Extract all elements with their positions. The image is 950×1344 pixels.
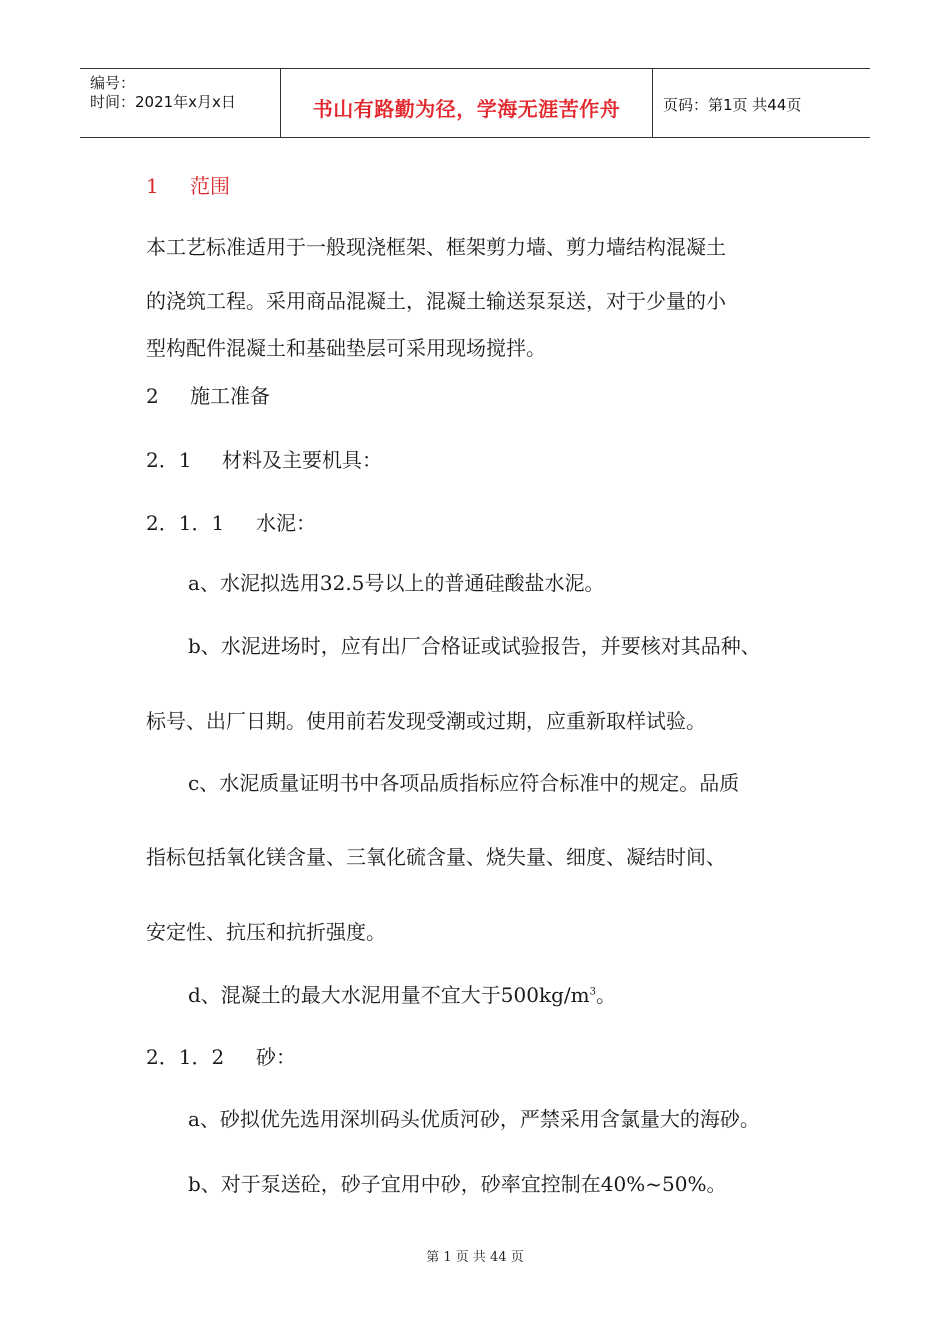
cement-item-c-line-3: 安定性、抗压和抗折强度。 <box>146 920 386 944</box>
document-time-label: 时间：2021年x月x日 <box>90 93 236 111</box>
cement-item-d <box>188 983 616 1007</box>
paragraph-1-line-2: 的浇筑工程。采用商品混凝土，混凝土输送泵泵送，对于少量的小 <box>146 289 726 313</box>
section-2-1-2-number: 2．1．2 <box>146 1045 225 1069</box>
header-motto: 书山有路勤为径，学海无涯苦作舟 <box>312 97 621 121</box>
section-2-1-2-title: 砂： <box>256 1045 296 1069</box>
sand-item-b: b、对于泵送砼，砂子宜用中砂，砂率宜控制在40%~50%。 <box>188 1172 727 1196</box>
document-number-label: 编号： <box>90 74 136 92</box>
paragraph-1-line-1: 本工艺标准适用于一般现浇框架、框架剪力墙、剪力墙结构混凝土 <box>146 235 726 259</box>
header-meta-cell <box>80 69 281 137</box>
cement-item-d-text: d、混凝土的最大水泥用量不宜大于500kg/m <box>188 983 590 1007</box>
section-2-number: 2 <box>146 384 159 408</box>
cement-item-a: a、水泥拟选用32.5号以上的普通硅酸盐水泥。 <box>188 571 605 595</box>
document-header <box>80 68 870 138</box>
cement-item-b-line-2: 标号、出厂日期。使用前若发现受潮或过期，应重新取样试验。 <box>146 709 706 733</box>
section-2-title: 施工准备 <box>190 384 270 408</box>
header-page-cell <box>653 69 870 137</box>
header-page-info: 页码：第1页 共44页 <box>663 96 802 114</box>
sand-item-a: a、砂拟优先选用深圳码头优质河砂，严禁采用含氯量大的海砂。 <box>188 1107 760 1131</box>
cement-item-c-line-2: 指标包括氧化镁含量、三氧化硫含量、烧失量、细度、凝结时间、 <box>146 845 726 869</box>
section-2-1-title: 材料及主要机具： <box>222 448 382 472</box>
cement-item-d-superscript: 3 <box>589 986 596 998</box>
section-1-title: 范围 <box>190 174 230 198</box>
section-2-1-1-number: 2．1．1 <box>146 511 225 535</box>
cement-item-b-line-1: b、水泥进场时，应有出厂合格证或试验报告，并要核对其品种、 <box>188 634 761 658</box>
page-footer: 第 1 页 共 44 页 <box>426 1250 524 1265</box>
section-2-1-number: 2．1 <box>146 448 192 472</box>
paragraph-1-line-3: 型构配件混凝土和基础垫层可采用现场搅拌。 <box>146 336 546 360</box>
cement-item-d-end: 。 <box>595 983 616 1007</box>
cement-item-c-line-1: c、水泥质量证明书中各项品质指标应符合标准中的规定。品质 <box>188 771 740 795</box>
section-1-number: 1 <box>146 174 159 198</box>
section-2-1-1-title: 水泥： <box>256 511 316 535</box>
header-motto-cell <box>281 69 653 137</box>
